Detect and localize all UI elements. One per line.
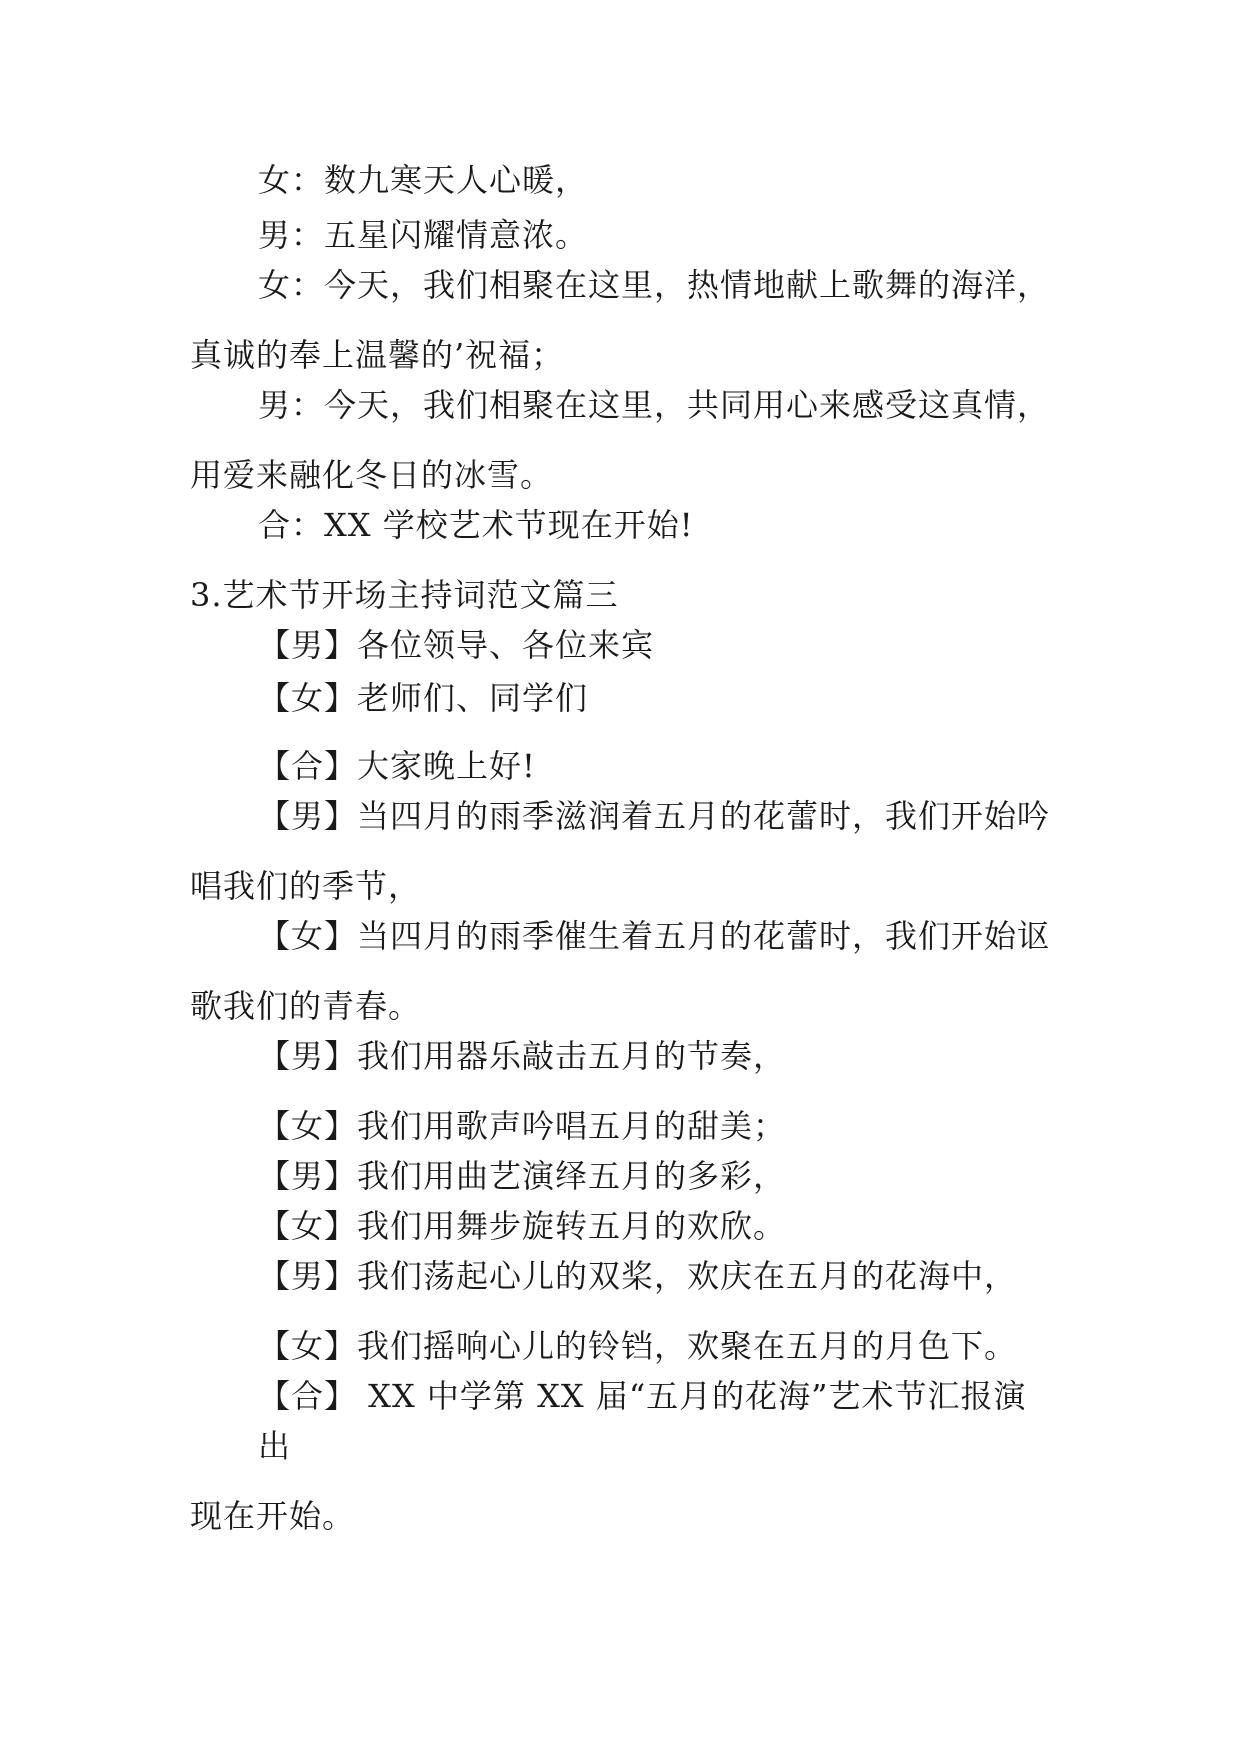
dialogue-line: 【男】我们用器乐敲击五月的节奏， xyxy=(258,1037,787,1075)
dialogue-line: 男：今天，我们相聚在这里，共同用心来感受这真情， xyxy=(258,386,1051,424)
dialogue-line: 【男】当四月的雨季滋润着五月的花蕾时，我们开始吟 xyxy=(258,797,1051,835)
dialogue-line-continuation: 唱我们的季节， xyxy=(190,867,422,905)
dialogue-line: 【合】大家晚上好! xyxy=(258,747,536,785)
dialogue-line: 【女】我们摇响心儿的铃铛，欢聚在五月的月色下。 xyxy=(258,1327,1018,1365)
dialogue-line: 【男】我们用曲艺演绎五月的多彩， xyxy=(258,1157,787,1195)
dialogue-line-continuation: 真诚的奉上温馨的’祝福； xyxy=(190,336,565,374)
dialogue-line-continuation: 用爱来融化冬日的冰雪。 xyxy=(190,456,554,494)
dialogue-line: 【女】当四月的雨季催生着五月的花蕾时，我们开始讴 xyxy=(258,917,1051,955)
dialogue-line: 【女】我们用舞步旋转五月的欢欣。 xyxy=(258,1207,787,1245)
dialogue-line-continuation: 歌我们的青春。 xyxy=(190,987,422,1025)
dialogue-line: 男：五星闪耀情意浓。 xyxy=(258,216,589,254)
dialogue-line-continuation: 现在开始。 xyxy=(190,1497,356,1535)
section-heading: 3.艺术节开场主持词范文篇三 xyxy=(190,576,619,614)
dialogue-line: 【女】老师们、同学们 xyxy=(258,679,589,717)
dialogue-line: 女：今天，我们相聚在这里，热情地献上歌舞的海洋， xyxy=(258,266,1051,304)
dialogue-line: 【男】各位领导、各位来宾 xyxy=(258,626,655,664)
dialogue-line: 【女】我们用歌声吟唱五月的甜美； xyxy=(258,1107,787,1145)
dialogue-line-continuation: 出 xyxy=(258,1427,292,1465)
dialogue-line: 【男】我们荡起心儿的双桨，欢庆在五月的花海中， xyxy=(258,1257,1018,1295)
dialogue-line: 女：数九寒天人心暖， xyxy=(258,161,589,199)
dialogue-line: 合：XX 学校艺术节现在开始! xyxy=(258,506,694,544)
dialogue-line: 【合】 XX 中学第 XX 届“五月的花海”艺术节汇报演 xyxy=(258,1377,1027,1415)
